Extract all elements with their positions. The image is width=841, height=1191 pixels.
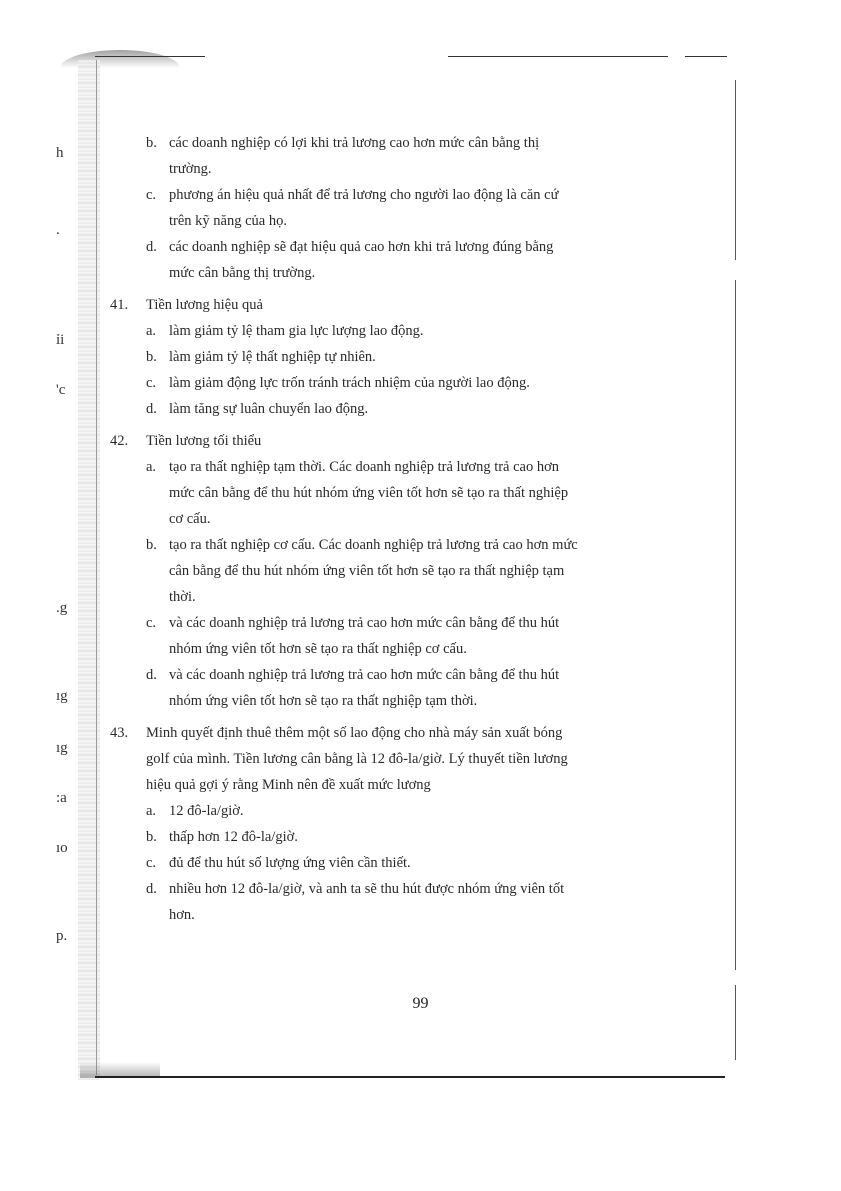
option-letter: c. — [146, 855, 157, 871]
question-stem: hiệu quả gợi ý rằng Minh nên đề xuất mức lương — [146, 777, 431, 793]
option — [110, 876, 690, 928]
option — [110, 850, 690, 876]
right-margin-rule-1 — [735, 80, 736, 260]
margin-fragment: . — [56, 222, 60, 238]
option — [110, 662, 690, 714]
option — [110, 370, 690, 396]
margin-fragment: h — [56, 145, 64, 161]
option — [110, 130, 690, 182]
option-text: mức cân bằng thị trường. — [169, 265, 316, 281]
option-text: cân bằng để thu hút nhóm ứng viên tốt hơn sẽ tạo ra thất nghiệp tạm — [169, 563, 565, 579]
question-41 — [110, 292, 690, 318]
option-text: thấp hơn 12 đô-la/giờ. — [169, 829, 298, 845]
right-margin-rule-2 — [735, 280, 736, 970]
option-letter: a. — [146, 803, 157, 819]
option-text: nhiều hơn 12 đô-la/giờ, và anh ta sẽ thu hút được nhóm ứng viên tốt — [169, 881, 565, 897]
option-text: các doanh nghiệp sẽ đạt hiệu quả cao hơn khi trả lương đúng bằng — [169, 239, 554, 255]
option-letter: b. — [146, 135, 157, 151]
margin-fragment: 'c — [56, 382, 66, 398]
question-stem: Tiền lương hiệu quả — [146, 297, 263, 313]
question-43 — [110, 720, 690, 798]
option-text: thời. — [169, 589, 196, 605]
margin-fragment: ıg — [56, 740, 68, 756]
option-text: tạo ra thất nghiệp tạm thời. Các doanh nghiệp trả lương trả cao hơn — [169, 459, 560, 475]
option-text: và các doanh nghiệp trả lương trả cao hơn mức cân bằng để thu hút — [169, 667, 560, 683]
option-text: trên kỹ năng của họ. — [169, 213, 287, 229]
option-text: và các doanh nghiệp trả lương trả cao hơn mức cân bằng để thu hút — [169, 615, 560, 631]
question-number: 41. — [110, 297, 129, 313]
page-number: 99 — [412, 995, 429, 1012]
option — [110, 396, 690, 422]
option-letter: b. — [146, 829, 157, 845]
margin-fragment: ıg — [56, 688, 68, 704]
question-stem: golf của mình. Tiền lương cân bằng là 12 đô-la/giờ. Lý thuyết tiền lương — [146, 751, 568, 767]
top-rule-left — [95, 56, 205, 57]
option-text: 12 đô-la/giờ. — [169, 803, 244, 819]
option — [110, 318, 690, 344]
option-letter: a. — [146, 459, 157, 475]
option-text: làm giảm tỷ lệ tham gia lực lượng lao động. — [169, 323, 424, 339]
option-text: phương án hiệu quả nhất để trả lương cho người lao động là căn cứ — [169, 187, 559, 203]
option-letter: d. — [146, 667, 157, 683]
option-text: làm giảm tỷ lệ thất nghiệp tự nhiên. — [169, 349, 376, 365]
option-text: tạo ra thất nghiệp cơ cấu. Các doanh nghiệp trả lương trả cao hơn mức — [169, 537, 578, 553]
option-letter: b. — [146, 349, 157, 365]
option-letter: c. — [146, 375, 157, 391]
option-text: làm tăng sự luân chuyển lao động. — [169, 401, 369, 417]
option — [110, 824, 690, 850]
margin-fragment: ỉi — [56, 332, 65, 348]
option-text: trường. — [169, 161, 212, 177]
bottom-rule — [95, 1076, 725, 1078]
option-letter: d. — [146, 401, 157, 417]
option — [110, 610, 690, 662]
option-letter: d. — [146, 881, 157, 897]
option-text: các doanh nghiệp có lợi khi trả lương cao hơn mức cân bằng thị — [169, 135, 540, 151]
option-text: nhóm ứng viên tốt hơn sẽ tạo ra thất nghiệp cơ cấu. — [169, 641, 467, 657]
page-content — [110, 130, 690, 928]
margin-fragment: .g — [56, 600, 68, 616]
option-letter: b. — [146, 537, 157, 553]
option-text: làm giảm động lực trốn tránh trách nhiệm của người lao động. — [169, 375, 530, 391]
margin-fragment: :a — [56, 790, 67, 806]
option-letter: a. — [146, 323, 157, 339]
question-stem: Minh quyết định thuê thêm một số lao động cho nhà máy sản xuất bóng — [146, 725, 563, 741]
margin-fragment: p. — [56, 928, 68, 944]
option — [110, 454, 690, 532]
spine-edge-line — [96, 60, 97, 1075]
option-text: cơ cấu. — [169, 511, 211, 527]
option — [110, 234, 690, 286]
option-letter: c. — [146, 187, 157, 203]
top-rule-middle — [448, 56, 668, 57]
previous-question-options — [110, 130, 690, 286]
top-rule-right — [685, 56, 727, 57]
option — [110, 182, 690, 234]
option — [110, 344, 690, 370]
option — [110, 798, 690, 824]
option-text: mức cân bằng để thu hút nhóm ứng viên tốt hơn sẽ tạo ra thất nghiệp — [169, 485, 569, 501]
option-text: hơn. — [169, 907, 195, 923]
option-letter: c. — [146, 615, 157, 631]
question-number: 43. — [110, 725, 129, 741]
option-text: nhóm ứng viên tốt hơn sẽ tạo ra thất nghiệp tạm thời. — [169, 693, 478, 709]
question-42 — [110, 428, 690, 454]
option-letter: d. — [146, 239, 157, 255]
option — [110, 532, 690, 610]
question-stem: Tiền lương tối thiểu — [146, 433, 262, 449]
question-number: 42. — [110, 433, 129, 449]
margin-fragment: ıo — [56, 840, 68, 856]
option-text: đủ để thu hút số lượng ứng viên cần thiết. — [169, 855, 411, 871]
